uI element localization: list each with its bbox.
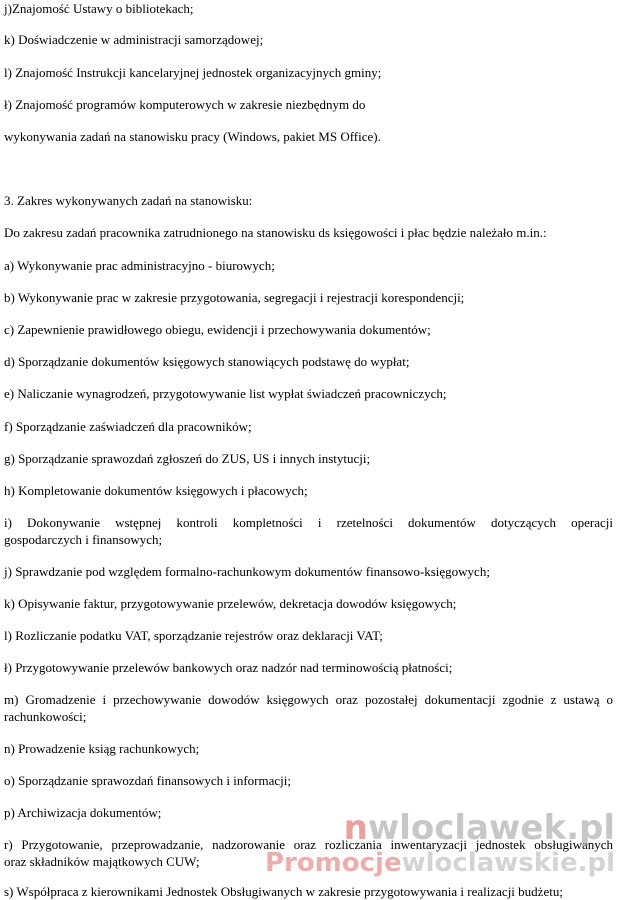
requirement-j: j)Znajomość Ustawy o bibliotekach; — [4, 1, 194, 16]
task-f: f) Sporządzanie zaświadczeń dla pracowników; — [4, 419, 252, 434]
requirement-l: l) Znajomość Instrukcji kancelaryjnej jednostek organizacyjnych gminy; — [4, 65, 382, 80]
task-o: o) Sporządzanie sprawozdań finansowych i informacji; — [4, 773, 291, 788]
task-k: k) Opisywanie faktur, przygotowywanie przelewów, dekretacja dowodów księgowych; — [4, 596, 457, 611]
watermark-promocje-wloclawskie: Promocjewloclawskie.pl — [264, 848, 615, 878]
task-r-continued: oraz składników majątkowych CUW; — [4, 854, 200, 869]
requirement-k: k) Doświadczenie w administracji samorządowej; — [4, 32, 264, 47]
task-m: m) Gromadzenie i przechowywanie dowodów księgowych oraz pozostałej dokumentacji zgodnie z ustawą o — [4, 692, 613, 707]
task-i: i) Dokonywanie wstępnej kontroli kompletności i rzetelności dokumentów dotyczących operacji — [4, 515, 613, 530]
section-intro: Do zakresu zadań pracownika zatrudnionego na stanowisku ds księgowości i płac będzie należało m.in.: — [4, 225, 547, 240]
task-b: b) Wykonywanie prac w zakresie przygotowania, segregacji i rejestracji korespondencji; — [4, 290, 465, 305]
task-a: a) Wykonywanie prac administracyjno - biurowych; — [4, 258, 275, 273]
requirement-l-stroke-continued: wykonywania zadań na stanowisku pracy (Windows, pakiet MS Office). — [4, 129, 381, 144]
task-j: j) Sprawdzanie pod względem formalno-rachunkowym dokumentów finansowo-księgowych; — [4, 564, 490, 579]
watermark-nwloclawek: nwloclawek.pl — [343, 808, 615, 848]
task-m-continued: rachunkowości; — [4, 709, 87, 724]
task-n: n) Prowadzenie ksiąg rachunkowych; — [4, 741, 200, 756]
task-s: s) Współpraca z kierownikami Jednostek Obsługiwanych w zakresie przygotowywania i realizacji budżetu; — [4, 884, 563, 899]
task-i-continued: gospodarczych i finansowych; — [4, 532, 163, 547]
task-d: d) Sporządzanie dokumentów księgowych stanowiących podstawę do wypłat; — [4, 354, 410, 369]
task-g: g) Sporządzanie sprawozdań zgłoszeń do ZUS, US i innych instytucji; — [4, 451, 371, 466]
task-h: h) Kompletowanie dokumentów księgowych i płacowych; — [4, 483, 308, 498]
task-c: c) Zapewnienie prawidłowego obiegu, ewidencji i przechowywania dokumentów; — [4, 322, 431, 337]
task-e: e) Naliczanie wynagrodzeń, przygotowywanie list wypłat świadczeń pracowniczych; — [4, 386, 447, 401]
task-p: p) Archiwizacja dokumentów; — [4, 805, 162, 820]
task-r: r) Przygotowanie, przeprowadzanie, nadzorowanie oraz rozliczania inwentaryzacji jednostek obsługiwanych — [4, 837, 613, 852]
task-l-stroke: ł) Przygotowywanie przelewów bankowych oraz nadzór nad terminowością płatności; — [4, 660, 453, 675]
task-l: l) Rozliczanie podatku VAT, sporządzanie rejestrów oraz deklaracji VAT; — [4, 628, 383, 643]
section-heading: 3. Zakres wykonywanych zadań na stanowisku: — [4, 193, 253, 208]
requirement-l-stroke: ł) Znajomość programów komputerowych w zakresie niezbędnym do — [4, 97, 366, 112]
